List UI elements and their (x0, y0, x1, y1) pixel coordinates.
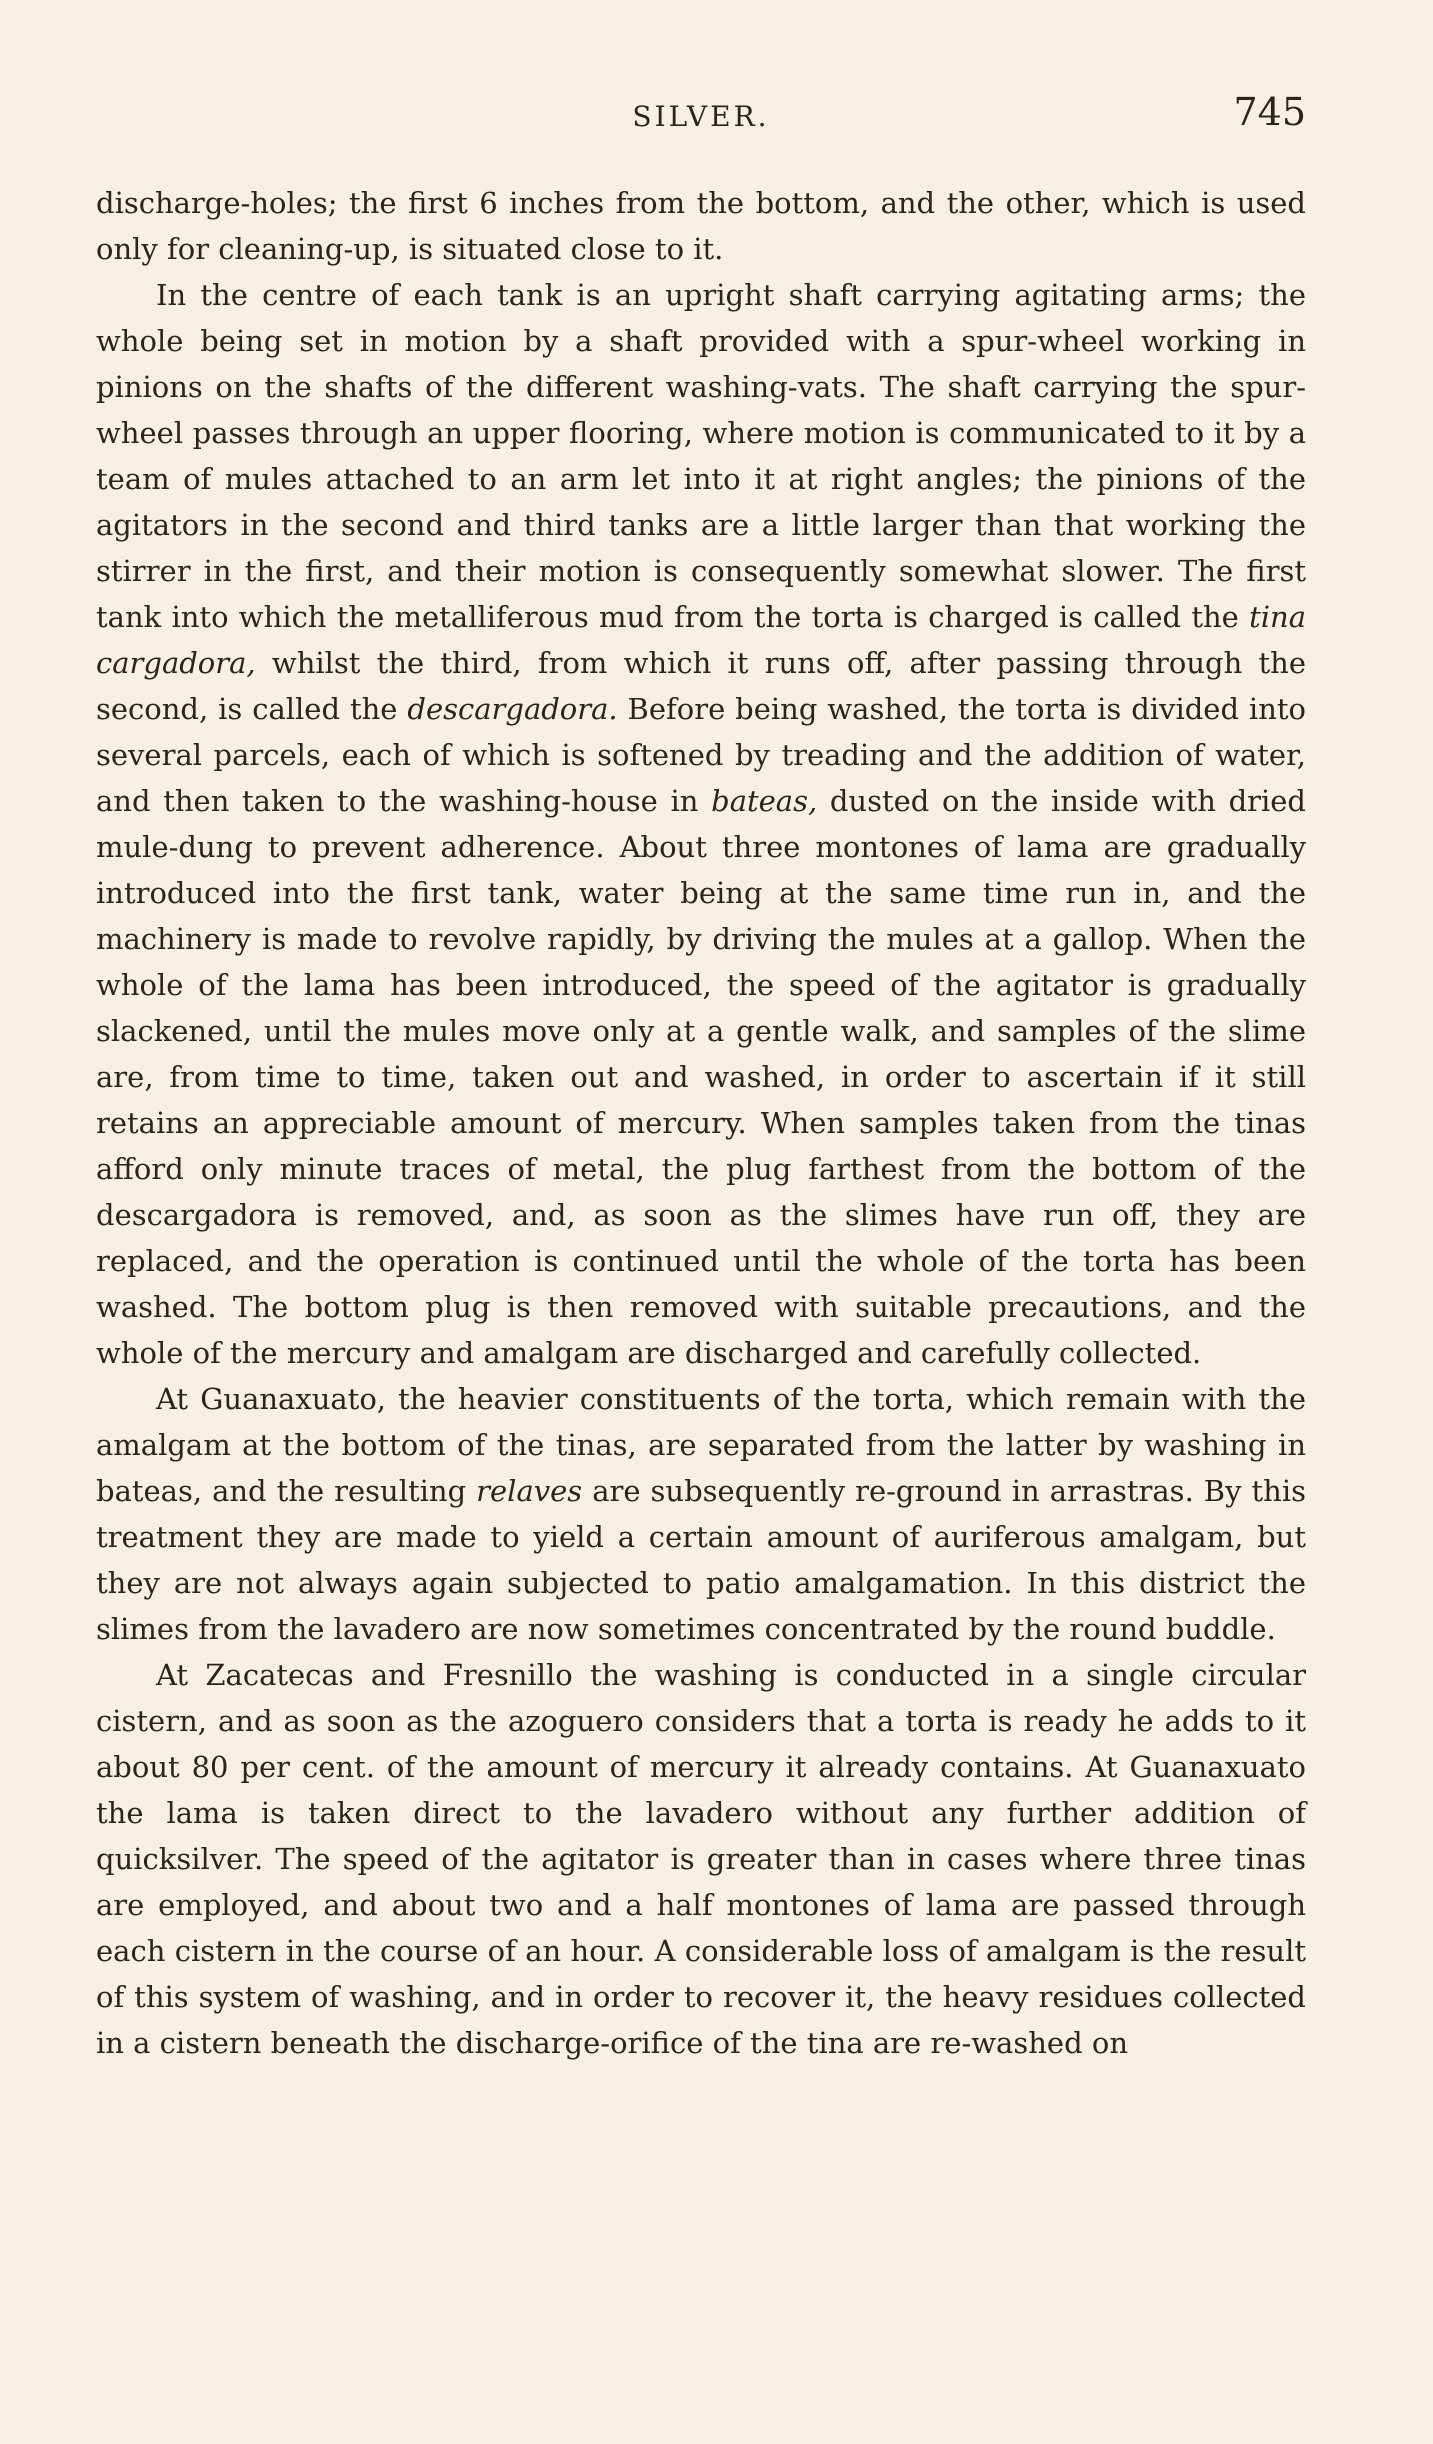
text-run: At Guanaxuato, the heavier constituents of the torta, which remain with the amalgam at the bottom of the tinas, are separated from the latter by washing in bateas, and the resulting (96, 1382, 1306, 1508)
paragraph-1 (96, 180, 1306, 272)
text-run: whilst the third, from which it runs off, after passing through the second, is called the (96, 646, 1306, 726)
book-page (96, 90, 1306, 2400)
italic-term: tina cargadora, (96, 600, 1306, 680)
text-run: Before being washed, the torta is divided into several parcels, each of which is softened by treading and the addition of water, and then taken to the washing-house in (96, 692, 1306, 818)
italic-term: relaves (476, 1474, 583, 1508)
text-run: dusted on the inside with dried mule-dung to prevent adherence. About three montones of lama are gradually introduced into the first tank, water being at the same time run in, and the machinery is made to revolve rapidly, by driving the mules at a gallop. When the whole of the lama has been introduced, the speed of the agitator is gradually slackened, until the mules move only at a gentle walk, and samples of the slime are, from time to time, taken out and washed, in order to ascertain if it still retains an appreciable amount of mercury. When samples taken from the tinas afford only minute traces of metal, the plug farthest from the bottom of the descargadora is removed, and, as soon as the slimes have run off, they are replaced, and the operation is continued until the whole of the torta has been washed. The bottom plug is then removed with suitable precautions, and the whole of the mercury and amalgam are discharged and carefully collected. (96, 784, 1306, 1370)
paragraph-3 (96, 1376, 1306, 1652)
text-run: are subsequently re-ground in arrastras. By this treatment they are made to yield a certain amount of auriferous amalgam, but they are not always again subjected to patio amalgamation. In this district the slimes from the lavadero are now sometimes concentrated by the round buddle. (96, 1474, 1306, 1646)
text-run: In the centre of each tank is an upright shaft carrying agitating arms; the whole being set in motion by a shaft provided with a spur-wheel working in pinions on the shafts of the different washing-vats. The shaft carrying the spur-wheel passes through an upper flooring, where motion is communicated to it by a team of mules attached to an arm let into it at right angles; the pinions of the agitators in the second and third tanks are a little larger than that working the stirrer in the first, and their motion is consequently somewhat slower. The first tank into which the metalliferous mud from the torta is charged is called the (96, 278, 1306, 634)
page-header (96, 90, 1306, 160)
text-run: discharge-holes; the first 6 inches from the bottom, and the other, which is used only for cleaning-up, is situated close to it. (96, 186, 1306, 266)
italic-term: descargadora. (407, 692, 618, 726)
paragraph-2 (96, 272, 1306, 1376)
running-head: SILVER. (632, 100, 770, 133)
italic-term: bateas, (711, 784, 818, 818)
text-run: At Zacatecas and Fresnillo the washing is conducted in a single circular cistern, and as soon as the azoguero considers that a torta is ready he adds to it about 80 per cent. of the amount of mercury it already contains. At Guanaxuato the lama is taken direct to the lavadero without any further addition of quicksilver. The speed of the agitator is greater than in cases where three tinas are employed, and about two and a half montones of lama are passed through each cistern in the course of an hour. A considerable loss of amalgam is the result of this system of washing, and in order to recover it, the heavy residues collected in a cistern beneath the discharge-orifice of the tina are re-washed on (96, 1658, 1306, 2060)
paragraph-4 (96, 1652, 1306, 2066)
page-number: 745 (1233, 90, 1306, 134)
body-text (96, 180, 1306, 2066)
